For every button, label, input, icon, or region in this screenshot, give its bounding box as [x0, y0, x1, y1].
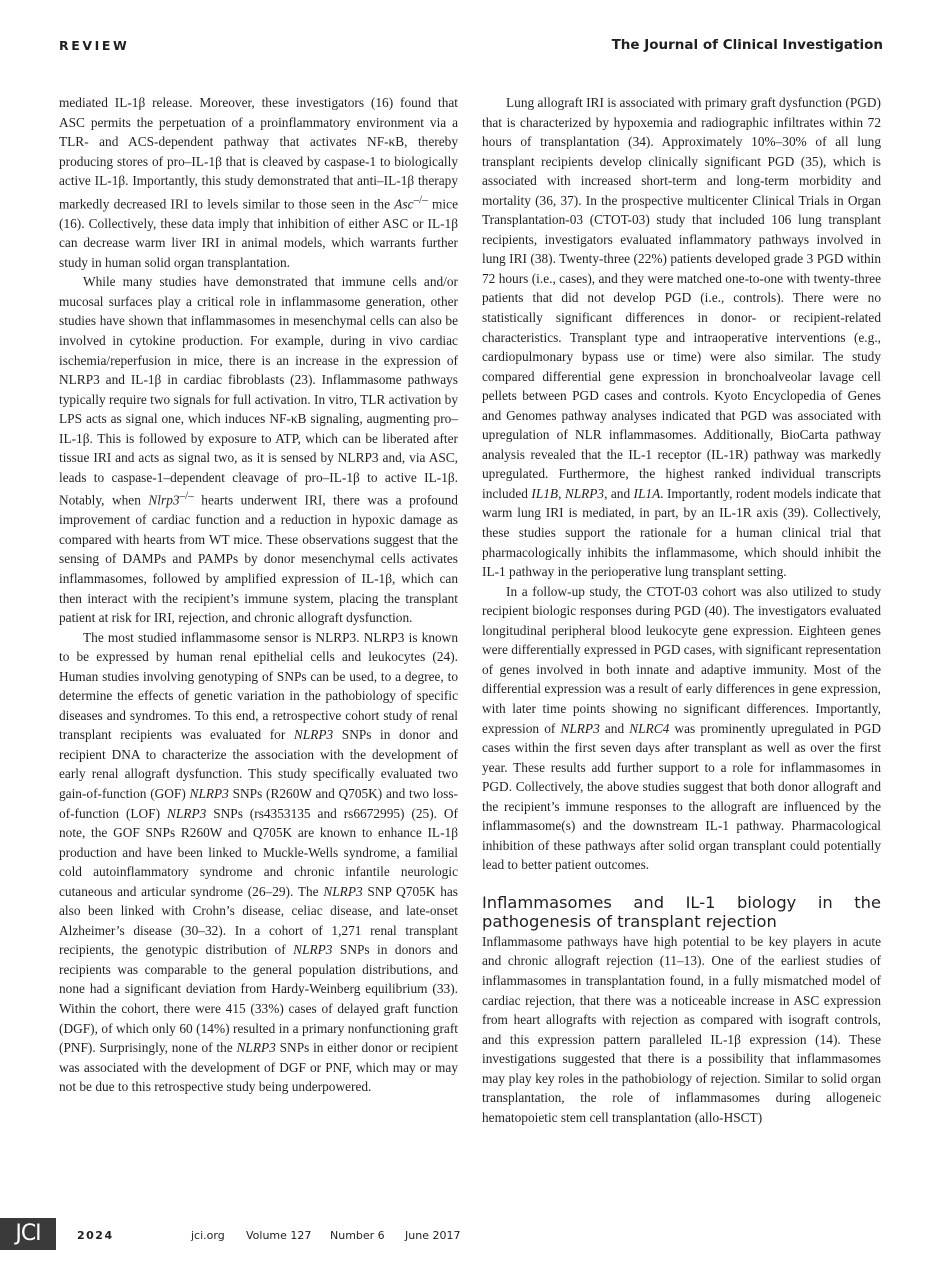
- section-heading: Inflammasomes and IL-1 biology in the pathogenesis of transplant rejection: [482, 892, 881, 932]
- footer-site: jci.org: [191, 1229, 225, 1242]
- journal-title: The Journal of Clinical Investigation: [611, 37, 883, 53]
- body-paragraph: Inflammasome pathways have high potential to be key players in acute and chronic allograft rejection (11–13). One of the earliest studies of inflammasomes in transplantation found, in a fully mismatched model of cardiac rejection, that there was a noticeable increase in ASC expression from heart allografts with rejection as compared with isograft controls, and this expression pattern paralleled IL-1β expression (14). These investigations suggested that there is a possibility that inflammasomes may play key roles in the pathobiology of rejection. Similar to solid organ transplantation, the role of inflammasomes during allogeneic hematopoietic stem cell transplantation (allo-HSCT): [482, 933, 881, 1125]
- body-paragraph: mediated IL-1β release. Moreover, these investigators (16) found that ASC permits the perpetuation of a proinflammatory environment via a TLR- and ACS-dependent pathway that activates NF-κB, thereby producing stores of pro–IL-1β that is cleaved by caspase-1 to biologically active IL-1β. Importantly, this study demonstrated that anti–IL-1β therapy markedly decreased IRI to levels similar to those seen in the Asc–/– mice (16). Collectively, these data imply that inhibition of either ASC or IL-1β can decrease warm liver IRI in animal models, which warrants further study in human solid organ transplantation.: [59, 95, 458, 270]
- page-number: 2024: [77, 1229, 114, 1242]
- body-paragraph: While many studies have demonstrated that immune cells and/or mucosal surfaces play a critical role in inflammasome generation, other studies have shown that inflammasomes in mesenchymal cells can also be involved in cytokine production. For example, during in vivo cardiac ischemia/reperfusion in mice, there is an increase in the expression of NLRP3 and IL-1β in cardiac fibroblasts (23). Inflammasome pathways typically require two signals for full activation. In vitro, TLR activation by LPS acts as signal one, which induces NF-κB signaling, augmenting pro–IL-1β. This is followed by exposure to ATP, which can be liberated after tissue IRI and acts as signal two, as it is sensed by NLRP3 and, via ASC, leads to caspase-1–dependent cleavage of pro–IL-1β to active IL-1β. Notably, when Nlrp3–/– hearts underwent IRI, there was a profound improvement of cardiac function and a reduction in hypoxic damage as compared with hearts from WT mice. These observations suggest that the sensing of DAMPs and PAMPs by donor mesenchymal cells activates inflammasomes, followed by amplified expression of IL-1β, which can then interact with the recipient’s immune system, placing the transplant patient at risk for IRI, rejection, and chronic allograft dysfunction.: [59, 274, 458, 626]
- footer-number: Number 6: [330, 1229, 385, 1242]
- body-paragraph: Lung allograft IRI is associated with primary graft dysfunction (PGD) that is characterized by hypoxemia and radiographic infiltrates within 72 hours of transplantation (34). Approximately 10%–30% of all lung transplant recipients develop clinically significant PGD (35), which is associated with increased short-term and long-term morbidity and mortality (36, 37). In the prospective multicenter Clinical Trials in Organ Transplantation-03 (CTOT-03) study that included 106 lung transplant recipients, investigators evaluated inflammatory pathways involved in lung IRI (38). Twenty-three (22%) patients developed grade 3 PGD within 72 hours (i.e., cases), and they were matched one-to-one with twenty-three patients that did not develop PGD (i.e., controls). There were no statistically significant differences in donor- or recipient-related characteristics. Transplant type and intraoperative interventions (e.g., cardiopulmonary bypass use or time) were also similar. The study compared differential gene expression in bronchoalveolar lavage cell pellets between PGD cases and controls. Kyoto Encyclopedia of Genes and Genomes pathway analyses indicated that PGD was associated with upregulation of NLR inflammasomes. Additionally, BioCarta pathway analysis revealed that the IL-1 receptor (IL-1R) pathway was markedly upregulated. Furthermore, the highest ranked individual transcripts included IL1B, NLRP3, and IL1A. Importantly, rodent models indicate that warm lung IRI is mediated, in part, by an IL-1R axis (39). Collectively, these studies support the rationale for a human clinical trial that pharmacologically inhibits the inflammasome, which should inhibit the IL-1 pathway in the perioperative lung transplant setting.: [482, 95, 881, 580]
- right-column: [482, 93, 881, 1127]
- body-paragraph: In a follow-up study, the CTOT-03 cohort was also utilized to study recipient biologic responses during PGD (40). The investigators evaluated longitudinal peripheral blood leukocyte gene expression. Eighteen genes were differentially expressed in PGD cases, with significant representation of genes involved in both innate and adaptive immunity. Most of the differential expression was a result of early differences in gene expression, with later time points showing no significant differences. Importantly, expression of NLRP3 and NLRC4 was prominently upregulated in PGD cases within the first seven days after transplant as well as over the first year. These results add further support to a role for inflammasomes in PGD. Collectively, the above studies suggest that both donor allograft and the recipient’s immune responses to the allograft are influenced by the inflammasome(s) and the downstream IL-1 pathway. Pharmacological inhibition of these pathways after solid organ transplant could potentially lead to better patient outcomes.: [482, 583, 882, 873]
- section-label: REVIEW: [59, 38, 130, 53]
- footer-date: June 2017: [405, 1229, 461, 1242]
- body-paragraph: The most studied inflammasome sensor is NLRP3. NLRP3 is known to be expressed by human renal epithelial cells and leukocytes (24). Human studies involving genotyping of SNPs can be used, to a degree, to determine the effects of genetic variation in the pathobiology of specific diseases and syndromes. To this end, a retrospective cohort study of renal transplant recipients was evaluated for NLRP3 SNPs in donor and recipient DNA to characterize the association with the development of early renal allograft dysfunction. This study specifically evaluated two gain-of-function (GOF) NLRP3 SNPs (R260W and Q705K) and two loss-of-function (LOF) NLRP3 SNPs (rs4353135 and rs6672995) (25). Of note, the GOF SNPs R260W and Q705K are known to enhance IL-1β production and have been linked to Muckle-Wells syndrome, a familial cold autoinflammatory syndrome and chronic infantile neurologic cutaneous and articular syndrome (26–29). The NLRP3 SNP Q705K has also been linked with Crohn’s disease, celiac disease, and late-onset Alzheimer’s disease (30–32). In a cohort of 1,271 renal transplant recipients, the genotypic distribution of NLRP3 SNPs in donors and recipients was comparable to the general population distributions, and none had a significant deviation from Hardy-Weinberg equilibrium (33). Within the cohort, there were 415 (33%) cases of delayed graft function (DGF), of which only 60 (14%) resulted in a primary nonfunctioning graft (PNF). Surprisingly, none of the NLRP3 SNPs in either donor or recipient was associated with the development of DGF or PNF, which may or may not be due to this retrospective study being underpowered.: [59, 629, 459, 1095]
- jci-logo: JCI: [0, 1218, 56, 1250]
- left-column: [59, 93, 458, 1097]
- footer-volume: Volume 127: [246, 1229, 312, 1242]
